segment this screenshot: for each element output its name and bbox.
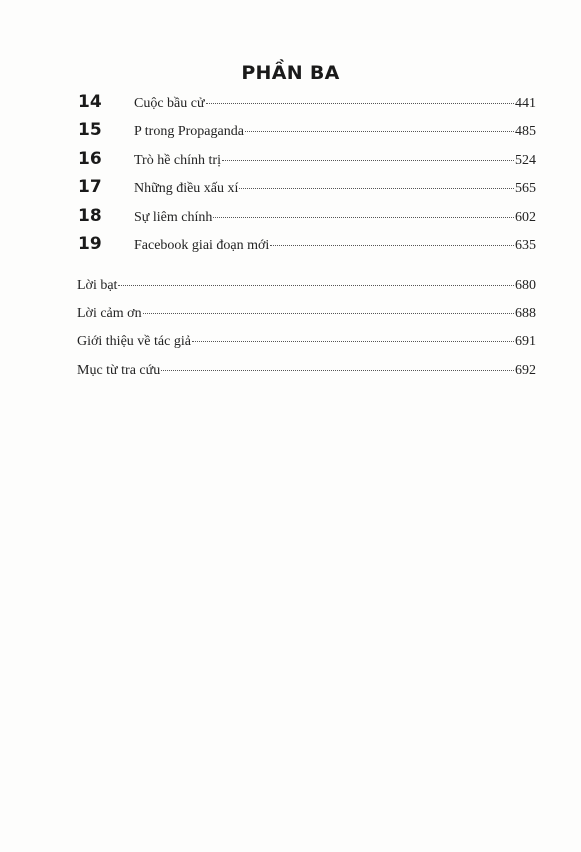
chapter-number: 16 xyxy=(78,148,102,169)
page-number: 688 xyxy=(515,306,536,322)
toc-entry-chapter-14[interactable] xyxy=(78,92,536,120)
toc-entry-chapter-15[interactable] xyxy=(78,120,536,148)
dot-leader xyxy=(239,188,514,189)
chapter-number: 17 xyxy=(78,177,102,198)
dot-leader xyxy=(222,160,514,161)
toc-entry-chapter-19[interactable] xyxy=(78,234,536,262)
back-matter-list xyxy=(77,278,536,391)
entry-title: Lời bạt xyxy=(77,278,118,293)
chapter-list xyxy=(78,92,536,262)
chapter-title: P trong Propaganda xyxy=(134,124,244,140)
toc-entry-chapter-16[interactable] xyxy=(78,149,536,177)
entry-title: Mục từ tra cứu xyxy=(77,362,161,378)
chapter-number: 19 xyxy=(78,233,102,254)
toc-entry-afterword[interactable] xyxy=(77,278,536,306)
dot-leader xyxy=(245,131,514,132)
page-number: 524 xyxy=(515,152,536,168)
chapter-title: Những điều xấu xí xyxy=(134,181,239,197)
chapter-title: Trò hề chính trị xyxy=(134,152,221,168)
toc-entry-index[interactable] xyxy=(77,363,536,391)
toc-entry-acknowledgements[interactable] xyxy=(77,306,536,334)
page-number: 680 xyxy=(515,278,536,293)
dot-leader xyxy=(118,285,514,286)
part-heading: PHẦN BA xyxy=(241,62,340,84)
dot-leader xyxy=(270,245,514,246)
toc-entry-chapter-18[interactable] xyxy=(78,206,536,234)
toc-entry-chapter-17[interactable] xyxy=(78,177,536,205)
chapter-title: Facebook giai đoạn mới xyxy=(134,237,270,253)
chapter-number: 18 xyxy=(78,205,102,226)
dot-leader xyxy=(213,217,514,218)
page-number: 602 xyxy=(515,209,536,225)
chapter-number: 14 xyxy=(78,92,102,112)
page-number: 441 xyxy=(515,96,536,111)
toc-entry-about-authors[interactable] xyxy=(77,334,536,362)
chapter-title: Cuộc bầu cử xyxy=(134,96,205,111)
page-number: 635 xyxy=(515,237,536,253)
page-number: 692 xyxy=(515,362,536,378)
dot-leader xyxy=(161,370,514,371)
dot-leader xyxy=(206,103,514,104)
page-number: 485 xyxy=(515,124,536,140)
dot-leader xyxy=(143,313,514,314)
entry-title: Giới thiệu về tác giả xyxy=(77,334,191,350)
entry-title: Lời cảm ơn xyxy=(77,306,142,322)
page-number: 691 xyxy=(515,334,536,350)
chapter-title: Sự liêm chính xyxy=(134,209,213,225)
chapter-number: 15 xyxy=(78,120,102,141)
dot-leader xyxy=(192,341,514,342)
page-number: 565 xyxy=(515,181,536,197)
